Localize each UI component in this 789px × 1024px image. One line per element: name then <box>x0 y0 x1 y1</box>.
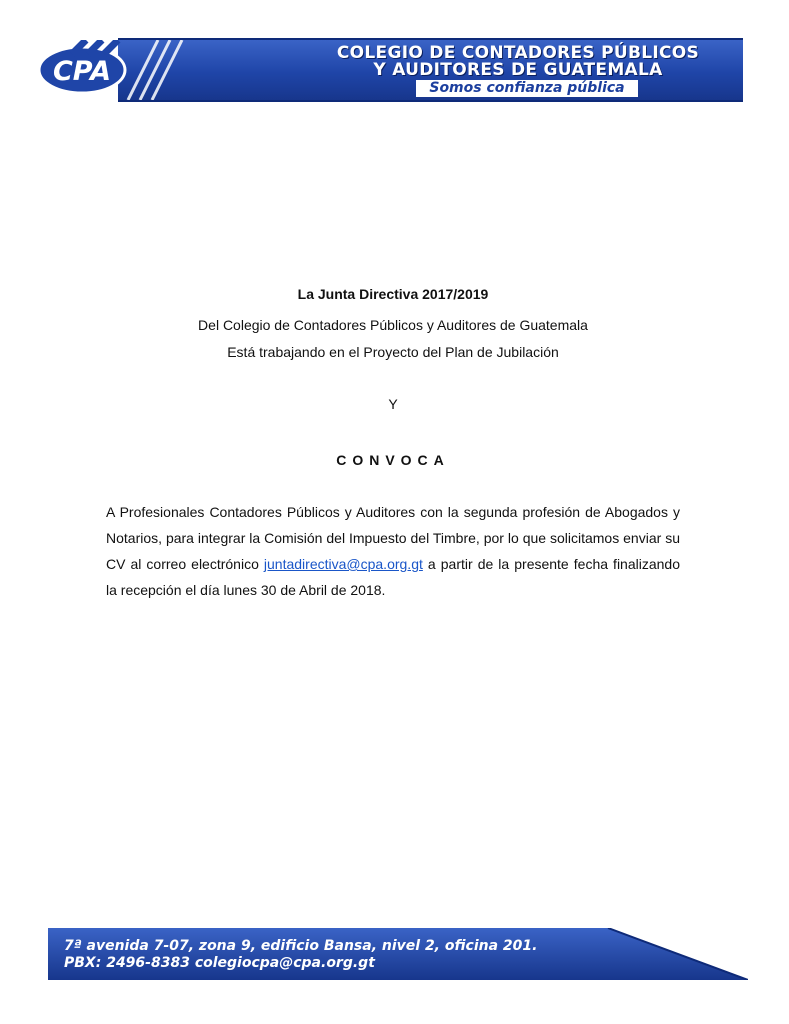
org-name-line1: COLEGIO DE CONTADORES PÚBLICOS <box>336 43 700 63</box>
letterhead-footer <box>48 928 748 980</box>
header-banner <box>118 38 743 102</box>
paragraph-text-start: A Profesionales Contadores Públicos y Auditores con la segunda profesión de Abogados y Notarios, para integrar la Comisión del Impuesto del Timbre, por lo que solicitamos enviar su CV al correo electrónico <box>106 504 680 572</box>
letter-body <box>106 285 680 617</box>
announcement-paragraph <box>106 499 680 603</box>
logo-text: CPA <box>52 56 112 87</box>
convoca-heading: CONVOCA <box>336 452 450 468</box>
footer-contact: PBX: 2496-8383 colegiocpa@cpa.org.gt <box>64 955 375 971</box>
board-title: La Junta Directiva 2017/2019 <box>297 286 489 302</box>
footer-banner <box>48 928 748 980</box>
letterhead-header <box>38 38 743 98</box>
paragraph-text-end: a partir de la presente fecha finalizando la recepción el día lunes 30 de Abril de 2018. <box>106 556 680 598</box>
project-line: Está trabajando en el Proyecto del Plan de Jubilación <box>227 344 559 360</box>
footer-address: 7ª avenida 7-07, zona 9, edificio Bansa, nivel 2, oficina 201. <box>64 938 538 954</box>
email-link[interactable]: juntadirectiva@cpa.org.gt <box>263 556 423 572</box>
cpa-logo <box>38 40 130 96</box>
org-line: Del Colegio de Contadores Públicos y Auditores de Guatemala <box>198 317 588 333</box>
conjunction: Y <box>388 396 398 412</box>
org-name-line2: Y AUDITORES DE GUATEMALA <box>373 60 663 80</box>
tagline: Somos confianza pública <box>416 80 638 97</box>
